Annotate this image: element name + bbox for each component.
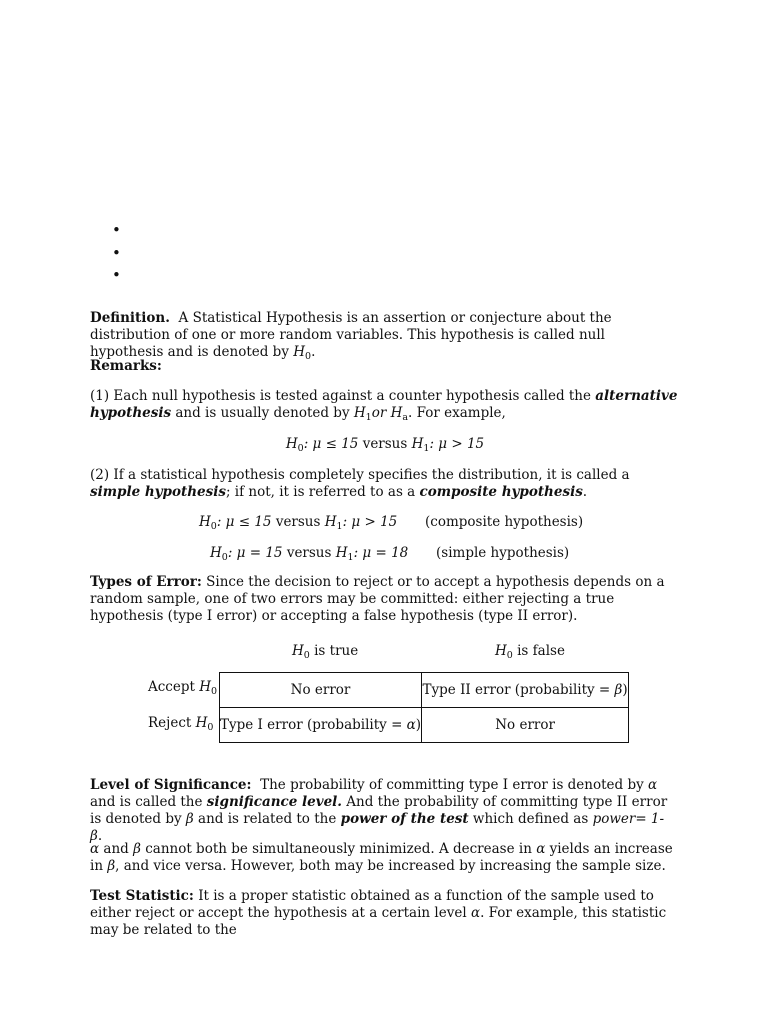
power-of-test-term: power of the test: [340, 811, 469, 827]
row-label-reject: Reject $H_0$: [148, 715, 214, 733]
simple-hypothesis-term: simple hypothesis: [90, 484, 226, 500]
simple-label: (simple hypothesis): [436, 545, 570, 561]
composite-formula: $H_0$: μ ≤ 15 versus $H_1$: μ > 15: [199, 514, 398, 532]
remarks-heading: Remarks:: [90, 358, 162, 374]
definition-paragraph: [90, 310, 680, 365]
example-1-formula: $H_0$: μ ≤ 15 versus $H_1$: μ > 15: [285, 436, 485, 454]
types-of-error-label: Types of Error:: [90, 574, 202, 590]
table-row: [220, 708, 629, 743]
table-row: [220, 673, 629, 708]
remark-2-paragraph: (2) If a statistical hypothesis completely specifies the distribution, it is called a simple hypothesis; if not, it is referred to as a composite hypothesis.: [90, 467, 630, 500]
test-statistic-label: Test Statistic:: [90, 888, 194, 904]
remark-1-paragraph: [90, 388, 680, 426]
column-header-h0-true: $H_0$ is true: [292, 643, 359, 661]
tradeoff-paragraph: α and β cannot both be simultaneously minimized. A decrease in α yields an increase in β, and vice versa. However, both may be increased by increasing the sample size.: [90, 841, 673, 874]
h0-symbol: $H_0$: [293, 344, 312, 362]
remark-1-end: . For example,: [408, 405, 506, 421]
alternative-hypothesis-term: alternative hypothesis: [90, 388, 678, 421]
remark-1-middle: and is usually denoted by: [175, 405, 350, 421]
significance-level-term: significance level.: [206, 794, 342, 810]
ha-symbol: $H_a$: [390, 405, 409, 423]
power-formula: power= 1- β: [90, 811, 665, 844]
definition-end: .: [311, 344, 316, 360]
test-statistic-paragraph: Test Statistic: It is a proper statistic obtained as a function of the sample used to either reject or accept the hypothesis at a certain level α. For example, this statistic may be related to the: [90, 888, 667, 938]
table-cell: Type I error (probability = α): [220, 708, 422, 743]
level-of-significance-label: Level of Significance:: [90, 777, 252, 793]
or-word: or: [371, 405, 387, 421]
table-cell: Type II error (probability = β): [422, 673, 629, 708]
h1-symbol: $H_1$: [353, 405, 372, 423]
table-cell: No error: [220, 673, 422, 708]
simple-formula: $H_0$: μ = 15 versus $H_1$: μ = 18: [210, 545, 409, 563]
error-types-table: [219, 672, 629, 743]
remark-2-prefix: (2) If a statistical hypothesis completely specifies the distribution, it is called a: [90, 467, 630, 483]
level-of-significance-paragraph: Level of Significance: The probability of committing type I error is denoted by α and is called the significance level. And the probability of committing type II error is denoted by β and is related to the power of the test which defined as power= 1- β.: [90, 777, 668, 844]
definition-label: Definition.: [90, 310, 170, 326]
remark-2-middle: ; if not, it is referred to as a: [225, 484, 416, 500]
table-cell: No error: [422, 708, 629, 743]
types-of-error-paragraph: [90, 574, 680, 625]
column-header-h0-false: $H_0$ is false: [495, 643, 565, 661]
composite-hypothesis-term: composite hypothesis: [419, 484, 583, 500]
types-of-error-text: Since the decision to reject or to accept a hypothesis depends on a random sample, one of two errors may be committed: either rejecting a true hypothesis (type I error) or accepting a false hypothesis (type II error).: [90, 574, 665, 624]
composite-label: (composite hypothesis): [425, 514, 584, 530]
row-label-accept: Accept $H_0$: [148, 679, 218, 697]
remark-1-prefix: (1) Each null hypothesis is tested against a counter hypothesis called the: [90, 388, 591, 404]
definition-text: A Statistical Hypothesis is an assertion or conjecture about the distribution of one or more random variables. This hypothesis is called null hypothesis and is denoted by: [90, 310, 612, 360]
